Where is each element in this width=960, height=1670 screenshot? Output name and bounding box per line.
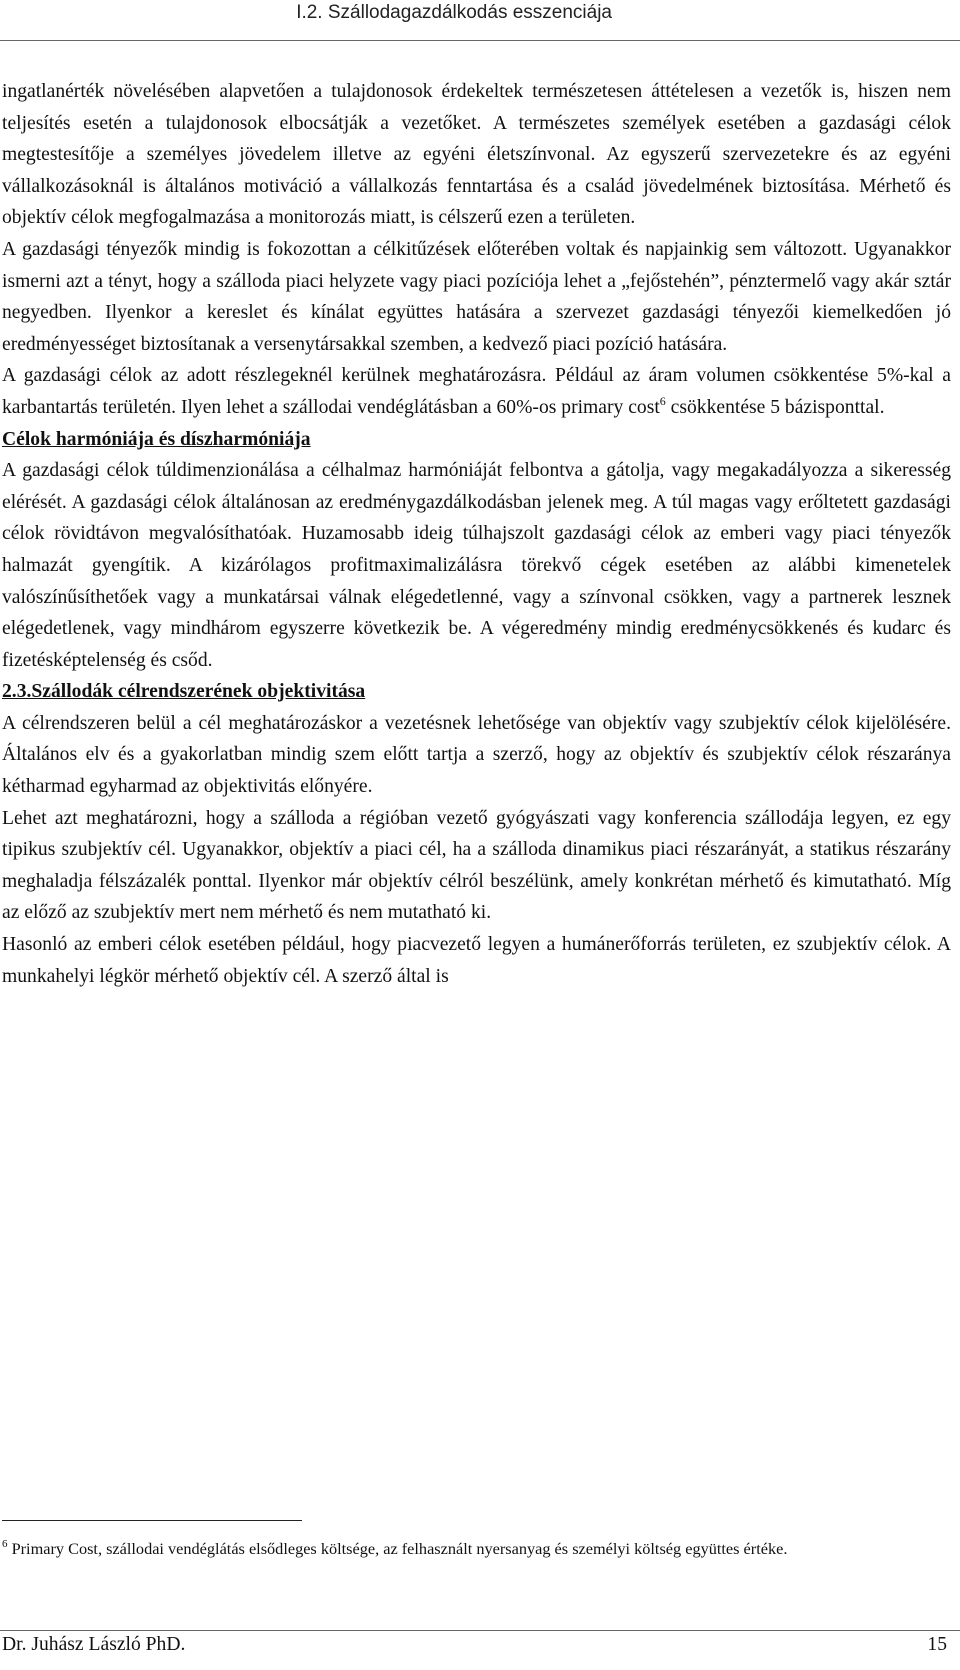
footnote-number: 6 [2, 1538, 8, 1550]
paragraph: A gazdasági célok túldimenzionálása a célhalmaz harmóniáját felbontva a gátolja, vagy megakadályozza a sikeresség elérését. A gazdasági célok általánosan az eredménygazdálkodásban jelenek meg. A túl magas vagy erőltetett gazdasági célok rövidtávon megvalósíthatóak. Huzamosabb ideig túlhajszolt gazdasági célok az emberi vagy piaci tényezők halmazát gyengítik. A kizárólagos profitmaximalizálásra törekvő cégek esetében az alábbi kimenetelek valószínűsíthetőek vagy a munkatársai válnak elégedetlenné, vagy a színvonal csökken, vagy a partnerek lesznek elégedetlenek, vagy mindhárom egyszerre következik be. A végeredmény mindig eredménycsökkenés és kudarc és fizetésképtelenség és csőd. [2, 460, 951, 671]
page-number: 15 [927, 1634, 947, 1655]
paragraph: A célrendszeren belül a cél meghatározáskor a vezetésnek lehetősége van objektív vagy szubjektív célok kijelölésére. Általános elv és a gyakorlatban mindig szem előtt tartja a szerző, hogy az objektív és szubjektív célok részaránya kétharmad egyharmad az objektivitás előnyére. [2, 712, 951, 798]
footnote-text: Primary Cost, szállodai vendéglátás elsődleges költsége, az felhasznált nyersanyag és személyi költség együttes értéke. [7, 1539, 788, 1558]
footnote-divider [2, 1520, 302, 1521]
paragraph-text: csökkentése 5 bázisponttal. [665, 396, 885, 418]
body-text [2, 76, 951, 992]
paragraph [2, 360, 951, 423]
paragraph: Lehet azt meghatározni, hogy a szálloda a régióban vezető gyógyászati vagy konferencia szállodája legyen, ez egy tipikus szubjektív cél. Ugyanakkor, objektív a piaci cél, ha a szálloda dinamikus piaci részarányát, a statikus részarány meghaladja félszázalék ponttal. Ilyenkor már objektív célról beszélünk, amely konkrétan mérhető és kimutatható. Míg az előző az szubjektív mert nem mérhető és nem mutatható ki. [2, 807, 951, 924]
section-heading: 2.3.Szállodák célrendszerének objektivitása [2, 681, 366, 703]
footnote-reference[interactable]: 6 [659, 393, 666, 408]
footer-author: Dr. Juhász László PhD. [2, 1634, 186, 1655]
running-header: I.2. Szállodagazdálkodás esszenciája [296, 2, 612, 23]
paragraph: Hasonló az emberi célok esetében például, hogy piacvezető legyen a humánerőforrás területen, ez szubjektív célok. A munkahelyi légkör mérhető objektív cél. A szerző által is [2, 934, 951, 987]
footer-divider [0, 1630, 960, 1631]
paragraph: ingatlanérték növelésében alapvetően a tulajdonosok érdekeltek természetesen áttételesen a vezetők is, hiszen nem teljesítés esetén a tulajdonosok elbocsátják a vezetőket. A természetes személyek esetében a gazdasági célok megtestesítője a személyes jövedelem illetve az egyéni életszínvonal. Az egyszerű szervezetekre és az egyéni vállalkozásoknál is általános motiváció a vállalkozás fenntartása és a család jövedelmének biztosítása. Mérhető és objektív célok megfogalmazása a monitorozás miatt, is célszerű ezen a területen. [2, 81, 951, 229]
header-divider [0, 40, 960, 41]
footnote [2, 1536, 951, 1561]
paragraph-text: A gazdasági célok az adott részlegeknél kerülnek meghatározásra. Például az áram volumen csökkentése 5%-kal a karbantartás területén. Ilyen lehet a szállodai vendéglátásban a 60%-os primary cost [2, 365, 951, 418]
section-heading: Célok harmóniája és díszharmóniája [2, 428, 311, 450]
paragraph: A gazdasági tényezők mindig is fokozottan a célkitűzések előterében voltak és napjainkig sem változott. Ugyanakkor ismerni azt a tényt, hogy a szálloda piaci helyzete vagy piaci pozíciója lehet a „fejőstehén”, pénztermelő vagy akár sztár negyedben. Ilyenkor a kereslet és kínálat együttes hatására a szervezet gazdasági tényezői kiemelkedően jó eredményességet biztosítanak a versenytársakkal szemben, a kedvező piaci pozíció hatására. [2, 238, 951, 355]
